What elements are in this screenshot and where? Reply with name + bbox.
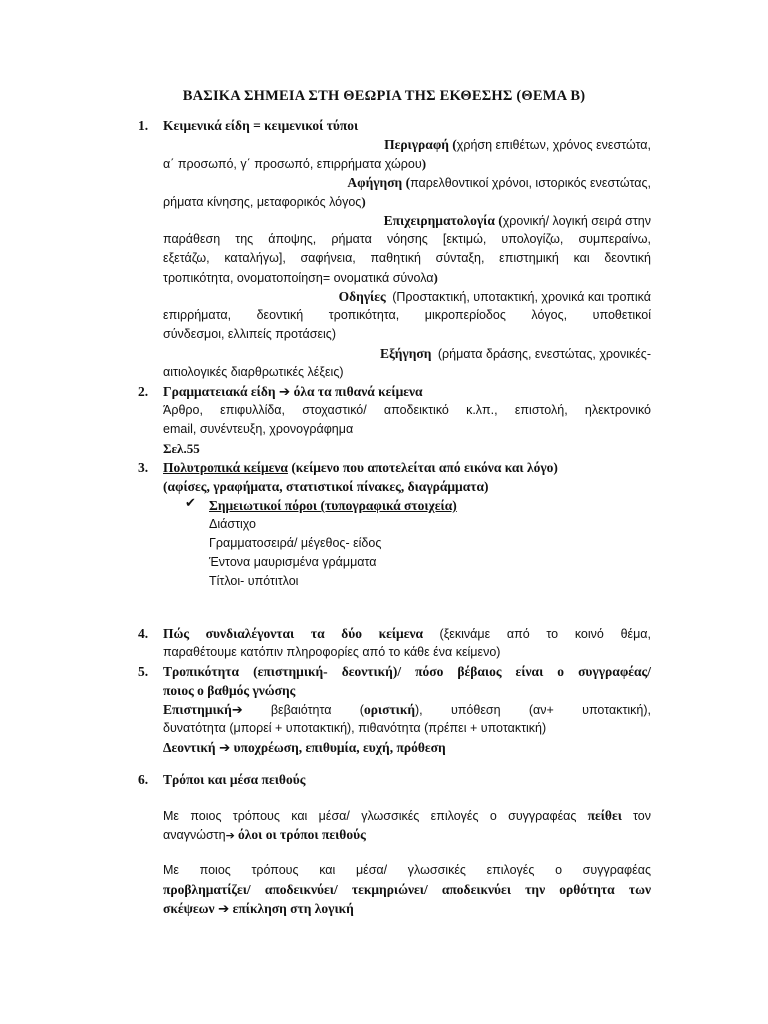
perigrafi-line-1 (163, 135, 651, 155)
s6-p2-line-b: προβληματίζει/ αποδεικνύει/ τεκμηριώνει/ αποδεικνύει την ορθότητα των (163, 882, 651, 897)
epist-label: Επιστημική (163, 702, 232, 717)
section-title-b: όλα τα πιθανά κείμενα (293, 384, 423, 399)
section-title: Κειμενικά είδη = κειμενικοί τύποι (163, 118, 359, 133)
epix-line-3: εξετάζω, καταλήγω], σαφήνεια, παθητική σύνταξη, επιστημική και δεοντική (163, 251, 651, 265)
exig-label: Εξήγηση (379, 346, 432, 361)
section-4-heading (138, 624, 148, 643)
p2-text-c: σκέψεων (163, 901, 215, 916)
s4-line-b: παραθέτουμε κατόπιν πληροφορίες από το κάθε ένα κείμενο) (163, 645, 501, 659)
section-number: 5. (138, 664, 149, 679)
s6-p1-line-a (163, 806, 651, 826)
section-1-heading (138, 116, 359, 135)
section-2-heading (138, 382, 423, 401)
epix-label: Επιχειρηματολογία ( (383, 213, 503, 228)
p1-bold: πείθει (587, 808, 622, 823)
exig-text: (ρήματα δράσης, ενεστώτας, χρονικές- (437, 347, 651, 361)
arrow-right-icon: ➔ (225, 829, 235, 842)
arrow-right-icon: ➔ (218, 740, 231, 756)
epist-text: βεβαιότητα ( (270, 703, 364, 717)
arrow-right-icon: ➔ (278, 384, 291, 400)
odig-line-3: σύνδεσμοι, ελλιπείς προτάσεις) (163, 327, 336, 341)
list-item: Γραμματοσειρά/ μέγεθος- είδος (209, 536, 382, 550)
perigrafi-label: Περιγραφή ( (384, 137, 457, 152)
exig-line-1 (163, 344, 651, 364)
deont-label: Δεοντική (163, 740, 216, 755)
s5-epist-line (163, 700, 651, 720)
section-5-heading (138, 662, 148, 681)
s2-line-a: Άρθρο, επιφυλλίδα, στοχαστικό/ αποδεικτικό κ.λπ., επιστολή, ηλεκτρονικό (163, 403, 651, 417)
afigisi-line-2 (163, 192, 651, 212)
odig-line-2: επιρρήματα, δεοντική τροπικότητα, μικροπερίοδος λόγος, υποθετικοί (163, 308, 651, 322)
section-title: Τρόποι και μέσα πειθούς (163, 772, 306, 787)
section-title (163, 458, 558, 477)
page-title: ΒΑΣΙΚΑ ΣΗΜΕΙΑ ΣΤΗ ΘΕΩΡΙΑ ΤΗΣ ΕΚΘΕΣΗΣ (ΘΕΜΑ Β) (182, 88, 586, 104)
afigisi-text: παρελθοντικοί χρόνοι, ιστορικός ενεστώτας, (410, 176, 651, 190)
p1-text: Με ποιος τρόπους και μέσα/ γλωσσικές επιλογές ο συγγραφέας (163, 809, 577, 823)
checkmark-icon: ✔ (185, 496, 196, 511)
section-title-underlined: Πολυτροπικά κείμενα (163, 460, 288, 475)
epix-line-4 (163, 268, 651, 288)
paren-close: ) (433, 270, 438, 285)
section-3-heading (138, 458, 558, 477)
afigisi-label: Αφήγηση ( (347, 175, 411, 190)
paren-close: ) (421, 156, 427, 171)
afigisi-text-2: ρήματα κίνησης, μεταφορικός λόγος (163, 195, 362, 209)
paren-close: ) (361, 194, 366, 209)
section-6-heading (138, 770, 306, 789)
section-title-a: Γραμματειακά είδη (163, 384, 276, 399)
afigisi-line-1 (163, 173, 651, 193)
s5-head-a: Τροπικότητα (επιστημική- δεοντική)/ πόσο βέβαιος είναι ο συγγραφέας/ (163, 664, 651, 679)
epix-line-2: παράθεση της άποψης, ρήματα νόησης [εκτιμώ, υπολογίζω, συμπεραίνω, (163, 232, 651, 246)
section-number: 3. (138, 460, 149, 475)
epix-line-1 (163, 211, 651, 231)
list-item: Τίτλοι- υπότιτλοι (209, 574, 299, 588)
s3-subheading (209, 496, 697, 515)
exig-line-2: αιτιολογικές διαρθρωτικές λέξεις) (163, 365, 344, 379)
s5-epist-line-b: δυνατότητα (μπορεί + υποτακτική), πιθανότητα (πρέπει + υποτακτική) (163, 721, 547, 735)
s5-head-b: ποιος ο βαθμός γνώσης (163, 683, 296, 698)
p1-text-2: τον (633, 809, 652, 823)
section-title-rest: (κείμενο που αποτελείται από εικόνα και λόγο) (291, 460, 558, 475)
s2-line-b: email, συνέντευξη, χρονογράφημα (163, 422, 354, 436)
deont-text: υποχρέωση, επιθυμία, ευχή, πρόθεση (233, 740, 446, 755)
perigrafi-text-2: α΄ προσωπό, γ΄ προσωπό, επιρρήματα χώρου (163, 157, 422, 171)
s6-p2-line-c (163, 899, 651, 919)
section-title (163, 382, 423, 402)
p1-bold-b: όλοι οι τρόποι πειθούς (238, 827, 366, 842)
s6-p1-line-b (163, 825, 651, 845)
epist-text-2: ), υπόθεση (αν+ υποτακτική), (415, 703, 652, 717)
list-item: Έντονα μαυρισμένα γράμματα (209, 555, 377, 569)
p1-text-b: αναγνώστη (163, 828, 226, 842)
epix-text-4: τροπικότητα, ονοματοποίηση= ονοματικά σύνολα (163, 271, 434, 285)
oristiki-bold: οριστική (363, 702, 416, 717)
epix-text: χρονική/ λογική σειρά στην (502, 214, 651, 228)
s3-line-b: (αφίσες, γραφήματα, στατιστικοί πίνακες, διαγράμματα) (163, 479, 489, 494)
s4-line-a (163, 624, 651, 644)
list-item: Διάστιχο (209, 517, 256, 531)
s4-text-a: (ξεκινάμε από το κοινό θέμα, (439, 627, 651, 641)
section-number: 4. (138, 626, 149, 641)
subheading-text: Σημειωτικοί πόροι (τυπογραφικά στοιχεία) (209, 498, 457, 513)
section-title: Πώς συνδιαλέγονται τα δύο κείμενα (163, 626, 424, 641)
perigrafi-text: χρήση επιθέτων, χρόνος ενεστώτα, (456, 138, 651, 152)
odig-line-1 (163, 287, 651, 307)
odig-text: (Προστακτική, υποτακτική, χρονικά και τροπικά (392, 290, 651, 304)
arrow-right-icon: ➔ (231, 703, 243, 718)
section-number: 6. (138, 772, 149, 787)
section-number: 2. (138, 384, 149, 399)
p2-bold-c: επίκληση στη λογική (232, 901, 354, 916)
perigrafi-line-2 (163, 154, 651, 174)
s5-deont-line (163, 738, 651, 758)
odig-label: Οδηγίες (338, 289, 386, 304)
s6-p2-line-a: Με ποιος τρόπους και μέσα/ γλωσσικές επιλογές ο συγγραφέας (163, 863, 651, 877)
page-reference: Σελ.55 (163, 441, 200, 456)
section-number: 1. (138, 118, 149, 133)
arrow-right-icon: ➔ (217, 901, 230, 917)
